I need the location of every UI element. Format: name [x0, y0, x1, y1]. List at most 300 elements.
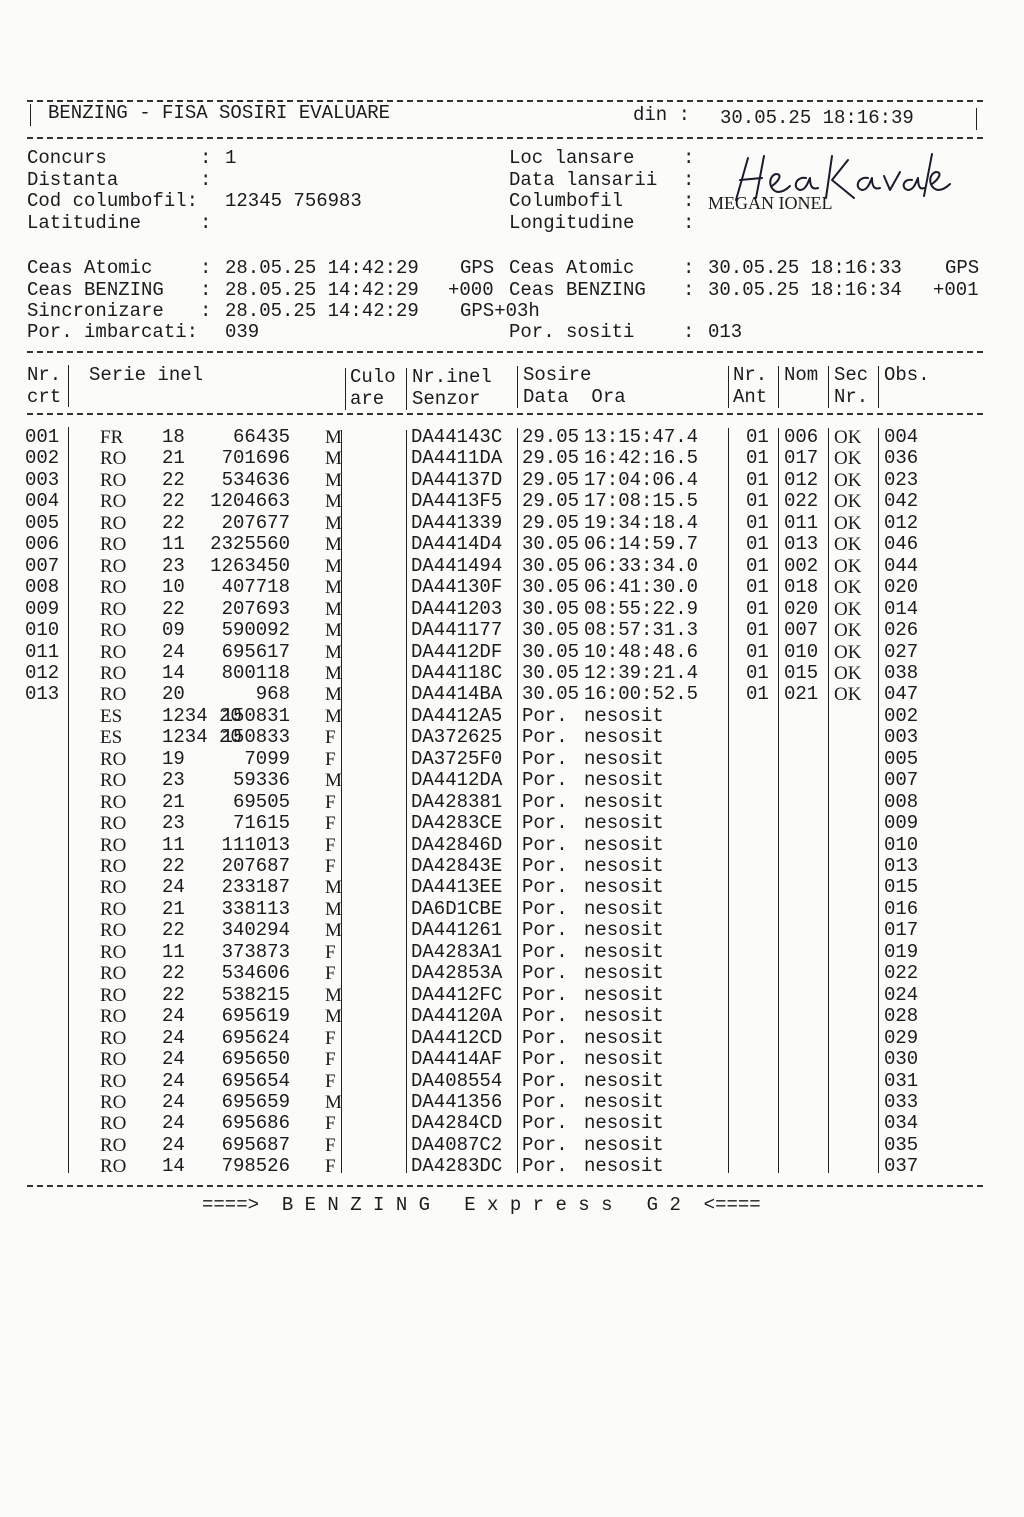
cell-sec: OK: [834, 684, 862, 706]
concurs-colon: :: [200, 147, 212, 169]
cell-country: RO: [100, 856, 127, 877]
cell-date: 30.05: [522, 554, 580, 577]
cell-sex: F: [325, 813, 336, 835]
ceas-benzing-right-suffix: +001: [933, 279, 979, 301]
cell-country: RO: [100, 1134, 127, 1156]
cell-sensor: DA4413EE: [411, 876, 503, 899]
columbofil-colon: :: [683, 190, 695, 212]
cell-ant: 01: [746, 576, 769, 599]
cell-year: 23: [162, 769, 185, 792]
cell-date: Por.: [522, 962, 568, 985]
cell-ring: 798526: [221, 1155, 290, 1178]
cell-sensor: DA4412A5: [411, 704, 503, 727]
header-left-bar: [30, 104, 31, 126]
clock-colon: :: [683, 279, 695, 301]
cell-date: Por.: [522, 940, 568, 963]
ceas-atomic-right-label: Ceas Atomic: [509, 257, 635, 279]
cell-year: 24: [162, 1090, 185, 1113]
cell-sex: M: [325, 684, 342, 706]
cell-ring: 534636: [221, 468, 290, 491]
cell-year: 23: [162, 812, 185, 835]
cell-ring: 71615: [232, 812, 290, 835]
cell-obs: 026: [884, 619, 919, 642]
header-culoare-2: are: [350, 388, 385, 410]
cell-date: Por.: [522, 704, 568, 727]
cell-ring: 207687: [221, 855, 290, 877]
data-lansarii-colon: :: [683, 169, 695, 191]
imbarcati-label: Por. imbarcati:: [27, 321, 199, 343]
cell-sensor: DA44143C: [411, 426, 503, 448]
cell-date: Por.: [522, 747, 568, 770]
cell-nom: 006: [784, 426, 819, 448]
cell-sensor: DA441203: [411, 597, 503, 620]
cell-date: 29.05: [522, 468, 580, 491]
cell-obs: 009: [884, 812, 919, 835]
cell-nr: 002: [25, 447, 60, 470]
cell-sex: M: [325, 534, 342, 556]
cell-ring: 66435: [232, 426, 290, 448]
latitudine-colon: :: [200, 212, 212, 234]
cell-nom: 021: [784, 683, 819, 706]
cell-ring: 695659: [221, 1090, 290, 1113]
cell-year: 24: [162, 876, 185, 899]
loc-colon: :: [683, 147, 695, 169]
cell-time: nesosit: [584, 919, 664, 942]
cell-sex: F: [325, 727, 336, 749]
cell-ring: 340294: [221, 919, 290, 942]
cell-country: RO: [100, 620, 127, 642]
clock-colon: :: [683, 321, 695, 343]
cell-date: Por.: [522, 897, 568, 920]
cell-country: ES: [100, 705, 123, 727]
cell-ring: 150833: [221, 726, 290, 749]
cell-date: Por.: [522, 876, 568, 899]
cell-country: RO: [100, 1156, 127, 1178]
cell-obs: 010: [884, 833, 919, 856]
cell-year: 11: [162, 833, 185, 856]
report-title: BENZING - FISA SOSIRI EVALUARE: [48, 102, 391, 124]
cell-obs: 020: [884, 576, 919, 599]
cell-date: Por.: [522, 726, 568, 749]
cell-obs: 005: [884, 747, 919, 770]
cell-sensor: DA408554: [411, 1069, 503, 1092]
cell-sex: F: [325, 1134, 336, 1156]
sositi-label: Por. sositi: [509, 321, 635, 343]
clock-colon: :: [200, 257, 212, 279]
cell-country: RO: [100, 770, 127, 792]
cell-time: nesosit: [584, 704, 664, 727]
cell-obs: 036: [884, 447, 919, 470]
cell-date: 30.05: [522, 597, 580, 620]
cell-sex: M: [325, 512, 342, 534]
cell-date: 30.05: [522, 640, 580, 663]
cell-ring: 695687: [221, 1133, 290, 1156]
header-divider: [68, 365, 69, 407]
cell-date: Por.: [522, 983, 568, 1006]
cell-sensor: DA441261: [411, 919, 503, 942]
cell-year: 11: [162, 533, 185, 556]
cell-year: 1234 20: [162, 704, 242, 727]
cell-sensor: DA372625: [411, 726, 503, 749]
cell-ring: 695650: [221, 1048, 290, 1071]
header-ant-2: Ant: [733, 386, 768, 408]
cell-obs: 033: [884, 1090, 919, 1113]
clock-colon: :: [683, 257, 695, 279]
cell-sex: F: [325, 1113, 336, 1135]
cell-sensor: DA44118C: [411, 661, 503, 684]
cell-ring: 233187: [221, 876, 290, 899]
cell-sec: OK: [834, 577, 862, 599]
columbofil-label: Columbofil: [509, 190, 624, 212]
cell-nr: 007: [25, 554, 60, 577]
cell-ring: 590092: [221, 619, 290, 642]
cell-country: RO: [100, 598, 127, 620]
cell-nom: 002: [784, 554, 819, 577]
cell-nr: 006: [25, 533, 60, 556]
cell-sex: F: [325, 791, 336, 813]
cell-sensor: DA4413F5: [411, 490, 503, 513]
cell-year: 22: [162, 511, 185, 534]
cell-sec: OK: [834, 662, 862, 684]
cell-time: 06:41:30.0: [584, 576, 699, 599]
cell-sec: OK: [834, 512, 862, 534]
cell-nr: 005: [25, 511, 60, 534]
cell-obs: 016: [884, 897, 919, 920]
cell-date: Por.: [522, 1005, 568, 1028]
cell-date: Por.: [522, 855, 568, 877]
cell-time: nesosit: [584, 1048, 664, 1071]
cell-obs: 028: [884, 1005, 919, 1028]
cell-country: RO: [100, 834, 127, 856]
cell-obs: 038: [884, 661, 919, 684]
concurs-label: Concurs: [27, 147, 107, 169]
header-obs: Obs.: [884, 364, 930, 386]
cell-obs: 022: [884, 962, 919, 985]
cod-label: Cod columbofil:: [27, 190, 199, 212]
longitudine-label: Longitudine: [509, 212, 635, 234]
cell-nom: 020: [784, 597, 819, 620]
cell-sensor: DA4087C2: [411, 1133, 503, 1156]
cell-nr: 008: [25, 576, 60, 599]
cell-nr: 009: [25, 597, 60, 620]
cell-time: 08:55:22.9: [584, 597, 699, 620]
cell-nom: 012: [784, 468, 819, 491]
column-divider: [728, 428, 729, 1173]
cell-sex: M: [325, 555, 342, 577]
ceas-atomic-right-suffix: GPS: [945, 257, 980, 279]
cell-obs: 047: [884, 683, 919, 706]
cell-obs: 037: [884, 1155, 919, 1178]
latitudine-label: Latitudine: [27, 212, 142, 234]
cell-country: RO: [100, 1113, 127, 1135]
ceas-atomic-left-value: 28.05.25 14:42:29: [225, 257, 419, 279]
cell-sensor: DA44130F: [411, 576, 503, 599]
header-divider: [406, 368, 407, 410]
cell-nr: 011: [25, 640, 60, 663]
cell-country: RO: [100, 555, 127, 577]
cell-obs: 014: [884, 597, 919, 620]
cell-obs: 004: [884, 426, 919, 448]
concurs-value: 1: [225, 147, 237, 169]
cell-date: Por.: [522, 769, 568, 792]
columbofil-value: MEGAN IONEL: [708, 193, 833, 213]
cell-ant: 01: [746, 490, 769, 513]
cell-sex: M: [325, 1091, 342, 1113]
cell-ring: 407718: [221, 576, 290, 599]
cell-sex: M: [325, 662, 342, 684]
distanta-label: Distanta: [27, 169, 119, 191]
cell-ring: 695624: [221, 1026, 290, 1049]
cell-sec: OK: [834, 555, 862, 577]
cell-sex: M: [325, 598, 342, 620]
cell-year: 21: [162, 790, 185, 813]
cell-sec: OK: [834, 620, 862, 642]
cell-time: 16:42:16.5: [584, 447, 699, 470]
cell-ant: 01: [746, 554, 769, 577]
cell-ring: 701696: [221, 447, 290, 470]
cell-country: RO: [100, 577, 127, 599]
cell-ant: 01: [746, 640, 769, 663]
cell-ring: 373873: [221, 940, 290, 963]
cell-sensor: DA4412DA: [411, 769, 503, 792]
cell-time: nesosit: [584, 769, 664, 792]
table-bottom-rule: [27, 1185, 983, 1187]
cell-sex: M: [325, 427, 342, 448]
cell-time: 13:15:47.4: [584, 426, 699, 448]
cell-obs: 019: [884, 940, 919, 963]
table-top-rule: [27, 351, 983, 353]
cell-time: nesosit: [584, 1133, 664, 1156]
cell-ring: 59336: [232, 769, 290, 792]
cell-sec: OK: [834, 641, 862, 663]
cell-obs: 042: [884, 490, 919, 513]
cell-time: 12:39:21.4: [584, 661, 699, 684]
cell-year: 14: [162, 1155, 185, 1178]
cell-country: RO: [100, 941, 127, 963]
cell-date: Por.: [522, 790, 568, 813]
cell-ring: 538215: [221, 983, 290, 1006]
cell-sec: OK: [834, 598, 862, 620]
cell-sensor: DA4414D4: [411, 533, 503, 556]
header-senzor-2: Senzor: [412, 388, 481, 410]
cell-date: 30.05: [522, 661, 580, 684]
cell-ant: 01: [746, 426, 769, 448]
cell-sex: M: [325, 469, 342, 491]
cell-country: RO: [100, 512, 127, 534]
cell-sensor: DA428381: [411, 790, 503, 813]
cell-nom: 018: [784, 576, 819, 599]
cell-year: 20: [162, 683, 185, 706]
header-sec-2: Nr.: [834, 386, 869, 408]
column-divider: [828, 428, 829, 1173]
cell-year: 22: [162, 919, 185, 942]
cell-sex: F: [325, 963, 336, 985]
cell-ring: 207677: [221, 511, 290, 534]
cell-sex: M: [325, 705, 342, 727]
cell-sec: OK: [834, 427, 862, 448]
cell-country: RO: [100, 684, 127, 706]
header-serie: Serie inel: [89, 364, 204, 386]
cell-sex: F: [325, 1070, 336, 1092]
cell-time: nesosit: [584, 1112, 664, 1135]
cell-time: nesosit: [584, 855, 664, 877]
cell-sensor: DA42843E: [411, 855, 503, 877]
cell-time: 19:34:18.4: [584, 511, 699, 534]
cell-sensor: DA4412FC: [411, 983, 503, 1006]
cell-sensor: DA4412DF: [411, 640, 503, 663]
report-date: 30.05.25 18:16:39: [720, 107, 914, 129]
cell-time: nesosit: [584, 747, 664, 770]
cell-sensor: DA44137D: [411, 468, 503, 491]
cell-nom: 022: [784, 490, 819, 513]
cell-obs: 012: [884, 511, 919, 534]
cell-time: nesosit: [584, 940, 664, 963]
distanta-colon: :: [200, 169, 212, 191]
cell-nr: 004: [25, 490, 60, 513]
cell-country: RO: [100, 534, 127, 556]
cell-ring: 534606: [221, 962, 290, 985]
footer-brand: ====> B E N Z I N G E x p r e s s G 2 <====: [202, 1194, 761, 1216]
cell-sex: M: [325, 898, 342, 920]
cell-year: 24: [162, 1048, 185, 1071]
cell-date: Por.: [522, 1048, 568, 1071]
cell-year: 22: [162, 855, 185, 877]
cell-sensor: DA4283CE: [411, 812, 503, 835]
sincronizare-suffix: GPS+03h: [460, 300, 540, 322]
header-divider: [778, 366, 779, 408]
cell-sensor: DA4412CD: [411, 1026, 503, 1049]
cell-sec: OK: [834, 491, 862, 513]
cell-time: 06:14:59.7: [584, 533, 699, 556]
cell-year: 24: [162, 1112, 185, 1135]
cod-value: 12345 756983: [225, 190, 362, 212]
cell-date: 29.05: [522, 490, 580, 513]
cell-sex: M: [325, 1006, 342, 1028]
cell-sex: M: [325, 877, 342, 899]
cell-obs: 029: [884, 1026, 919, 1049]
cell-country: RO: [100, 1027, 127, 1049]
cell-ant: 01: [746, 511, 769, 534]
cell-sensor: DA441339: [411, 511, 503, 534]
cell-sensor: DA42853A: [411, 962, 503, 985]
ceas-atomic-left-suffix: GPS: [460, 257, 495, 279]
cell-country: RO: [100, 898, 127, 920]
cell-time: nesosit: [584, 812, 664, 835]
cell-obs: 044: [884, 554, 919, 577]
cell-time: 16:00:52.5: [584, 683, 699, 706]
cell-country: RO: [100, 448, 127, 470]
cell-country: RO: [100, 813, 127, 835]
cell-obs: 031: [884, 1069, 919, 1092]
cell-year: 21: [162, 447, 185, 470]
cell-date: Por.: [522, 1155, 568, 1178]
cell-sensor: DA6D1CBE: [411, 897, 503, 920]
cell-date: 30.05: [522, 619, 580, 642]
cell-ant: 01: [746, 661, 769, 684]
header-data-ora: Data Ora: [523, 386, 626, 408]
column-divider: [68, 427, 69, 1173]
cell-country: RO: [100, 491, 127, 513]
cell-ring: 695686: [221, 1112, 290, 1135]
cell-year: 1234 20: [162, 726, 242, 749]
header-divider: [345, 368, 346, 410]
cell-time: nesosit: [584, 790, 664, 813]
cell-obs: 024: [884, 983, 919, 1006]
cell-time: nesosit: [584, 726, 664, 749]
sositi-value: 013: [708, 321, 743, 343]
ceas-atomic-left-label: Ceas Atomic: [27, 257, 153, 279]
cell-obs: 023: [884, 468, 919, 491]
header-nom: Nom: [784, 364, 819, 386]
cell-sex: F: [325, 1027, 336, 1049]
cell-sec: OK: [834, 534, 862, 556]
cell-obs: 007: [884, 769, 919, 792]
cell-year: 24: [162, 1026, 185, 1049]
cell-year: 11: [162, 940, 185, 963]
cell-nom: 015: [784, 661, 819, 684]
cell-year: 24: [162, 1069, 185, 1092]
cell-sensor: DA441177: [411, 619, 503, 642]
cell-ring: 1263450: [210, 554, 290, 577]
cell-year: 23: [162, 554, 185, 577]
cell-year: 22: [162, 597, 185, 620]
header-sosire: Sosire: [523, 364, 592, 386]
cell-date: Por.: [522, 1112, 568, 1135]
cell-ant: 01: [746, 468, 769, 491]
cell-sensor: DA3725F0: [411, 747, 503, 770]
handwritten-signature: [728, 150, 958, 205]
cell-time: nesosit: [584, 1026, 664, 1049]
header-sec: Sec: [834, 364, 869, 386]
cell-obs: 015: [884, 876, 919, 899]
cell-ant: 01: [746, 619, 769, 642]
cell-country: RO: [100, 984, 127, 1006]
data-lansarii-label: Data lansarii: [509, 169, 658, 191]
cell-time: 06:33:34.0: [584, 554, 699, 577]
cell-date: 29.05: [522, 511, 580, 534]
cell-year: 18: [162, 426, 185, 448]
cell-sensor: DA441494: [411, 554, 503, 577]
cell-sex: F: [325, 1156, 336, 1178]
cell-nom: 010: [784, 640, 819, 663]
cell-country: RO: [100, 963, 127, 985]
cell-country: RO: [100, 469, 127, 491]
date-label: din :: [633, 104, 691, 126]
cell-time: nesosit: [584, 962, 664, 985]
cell-country: RO: [100, 1006, 127, 1028]
header-divider: [878, 366, 879, 408]
cell-date: 29.05: [522, 447, 580, 470]
cell-ant: 01: [746, 447, 769, 470]
cell-country: RO: [100, 641, 127, 663]
cell-year: 22: [162, 962, 185, 985]
cell-sensor: DA44120A: [411, 1005, 503, 1028]
cell-sensor: DA441356: [411, 1090, 503, 1113]
cell-time: 17:08:15.5: [584, 490, 699, 513]
loc-label: Loc lansare: [509, 147, 635, 169]
cell-ring: 968: [255, 683, 290, 706]
cell-nr: 001: [25, 426, 60, 448]
cell-nr: 003: [25, 468, 60, 491]
cell-time: nesosit: [584, 1069, 664, 1092]
cell-country: RO: [100, 877, 127, 899]
cell-obs: 034: [884, 1112, 919, 1135]
column-divider: [406, 430, 407, 1173]
cell-sex: M: [325, 920, 342, 942]
cell-date: Por.: [522, 1090, 568, 1113]
cell-sensor: DA4283DC: [411, 1155, 503, 1178]
ceas-benzing-right-value: 30.05.25 18:16:34: [708, 279, 902, 301]
